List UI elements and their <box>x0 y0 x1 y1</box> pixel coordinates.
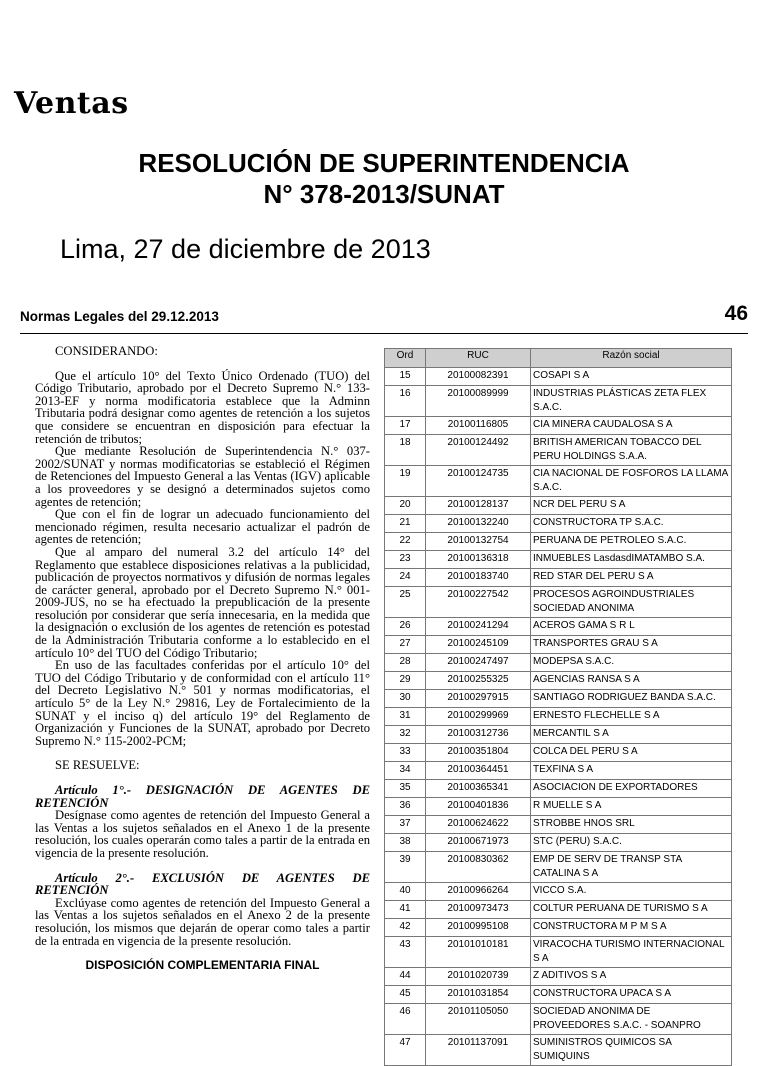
table-row <box>385 968 732 986</box>
cell-razon-social: CONSTRUCTORA UPACA S A <box>531 986 732 1004</box>
cell-ord: 45 <box>385 986 426 1004</box>
table-row <box>385 368 732 386</box>
table-row <box>385 497 732 515</box>
article-2-title: Artículo 2°.- EXCLUSIÓN DE AGENTES DE RETENCIÓN <box>35 870 370 898</box>
cell-ruc: 20100401836 <box>426 798 531 816</box>
cell-razon-social: ACEROS GAMA S R L <box>531 618 732 636</box>
cell-ruc: 20100671973 <box>426 834 531 852</box>
table-row <box>385 654 732 672</box>
cell-ord: 32 <box>385 726 426 744</box>
table-row <box>385 435 732 466</box>
considerando-heading: CONSIDERANDO: <box>55 344 158 358</box>
cell-ruc: 20100351804 <box>426 744 531 762</box>
cell-ord: 22 <box>385 533 426 551</box>
cell-razon-social: PERUANA DE PETROLEO S.A.C. <box>531 533 732 551</box>
table-row <box>385 744 732 762</box>
paragraph-5: En uso de las facultades conferidas por el artículo 10° del TUO del Código Tributario y de conformidad con el artículo 11° del Decreto Legislativo N.° 501 y normas modificatorias, el artículo 5° de la Ley N.° 29816, Ley de Fortalecimiento de la SUNAT y el inciso q) del artículo 19° del Reglamento de Organización y Funciones de la SUNAT, aprobado por Decreto Supremo N.° 115-2002-PCM; <box>35 658 370 748</box>
cell-ord: 26 <box>385 618 426 636</box>
cell-ruc: 20100247497 <box>426 654 531 672</box>
resolution-title-line2: N° 378-2013/SUNAT <box>263 179 505 209</box>
table-body <box>385 368 732 1066</box>
cell-ord: 24 <box>385 569 426 587</box>
cell-razon-social: TEXFINA S A <box>531 762 732 780</box>
cell-razon-social: TRANSPORTES GRAU S A <box>531 636 732 654</box>
column-header-razon-social: Razón social <box>531 349 732 368</box>
table-row <box>385 569 732 587</box>
cell-razon-social: ASOCIACION DE EXPORTADORES <box>531 780 732 798</box>
cell-ruc: 20100136318 <box>426 551 531 569</box>
cell-ord: 33 <box>385 744 426 762</box>
cell-ruc: 20100132240 <box>426 515 531 533</box>
table-row <box>385 726 732 744</box>
cell-ruc: 20100241294 <box>426 618 531 636</box>
column-header-ord: Ord <box>385 349 426 368</box>
cell-razon-social: SUMINISTROS QUIMICOS SA SUMIQUINS <box>531 1035 732 1066</box>
cell-ruc: 20100364451 <box>426 762 531 780</box>
cell-razon-social: STROBBE HNOS SRL <box>531 816 732 834</box>
paragraph-3: Que con el fin de lograr un adecuado funcionamiento del mencionado régimen, resulta necesario actualizar el padrón de agentes de retención; <box>35 507 370 547</box>
cell-ord: 31 <box>385 708 426 726</box>
table-row <box>385 515 732 533</box>
cell-ord: 34 <box>385 762 426 780</box>
cell-razon-social: MODEPSA S.A.C. <box>531 654 732 672</box>
table-row <box>385 834 732 852</box>
cell-razon-social: RED STAR DEL PERU S A <box>531 569 732 587</box>
place-date: Lima, 27 de diciembre de 2013 <box>60 234 431 264</box>
table-row <box>385 708 732 726</box>
cell-razon-social: EMP DE SERV DE TRANSP STA CATALINA S A <box>531 852 732 883</box>
cell-razon-social: PROCESOS AGROINDUSTRIALES SOCIEDAD ANONIMA <box>531 587 732 618</box>
cell-razon-social: CONSTRUCTORA TP S.A.C. <box>531 515 732 533</box>
cell-ruc: 20101137091 <box>426 1035 531 1066</box>
cell-ord: 41 <box>385 901 426 919</box>
cell-razon-social: AGENCIAS RANSA S A <box>531 672 732 690</box>
table-row <box>385 533 732 551</box>
cell-razon-social: NCR DEL PERU S A <box>531 497 732 515</box>
cell-ord: 47 <box>385 1035 426 1066</box>
cell-ord: 16 <box>385 386 426 417</box>
cell-ord: 18 <box>385 435 426 466</box>
cell-razon-social: COLCA DEL PERU S A <box>531 744 732 762</box>
table-row <box>385 386 732 417</box>
cell-ruc: 20101010181 <box>426 937 531 968</box>
cell-ord: 27 <box>385 636 426 654</box>
table-row <box>385 919 732 937</box>
cell-ord: 40 <box>385 883 426 901</box>
cell-ruc: 20101020739 <box>426 968 531 986</box>
article-1-title: Artículo 1°.- DESIGNACIÓN DE AGENTES DE RETENCIÓN <box>35 783 370 810</box>
cell-ord: 21 <box>385 515 426 533</box>
cell-razon-social: BRITISH AMERICAN TOBACCO DEL PERU HOLDINGS S.A.A. <box>531 435 732 466</box>
page-number: 46 <box>724 302 748 325</box>
article-2-text: Exclúyase como agentes de retención del Impuesto General a las Ventas a los sujetos señalados en el Anexo 2 de la presente resolución, los mismos que dejarán de operar como tales a partir de la entrada en vigencia de la presente resolución. <box>35 895 370 948</box>
cell-ord: 29 <box>385 672 426 690</box>
cell-ruc: 20100124735 <box>426 466 531 497</box>
table-row <box>385 937 732 968</box>
header-divider <box>20 333 748 334</box>
cell-ord: 37 <box>385 816 426 834</box>
cell-ruc: 20100132754 <box>426 533 531 551</box>
section-brand: Ventas <box>14 86 129 121</box>
table-row <box>385 762 732 780</box>
table-row <box>385 780 732 798</box>
table-row <box>385 1035 732 1066</box>
cell-ord: 36 <box>385 798 426 816</box>
cell-ord: 39 <box>385 852 426 883</box>
table-row <box>385 816 732 834</box>
cell-ruc: 20100128137 <box>426 497 531 515</box>
paragraph-1: Que el artículo 10° del Texto Único Ordenado (TUO) del Código Tributario, aprobado por el Decreto Supremo N.° 133-2013-EF y norma modificatoria establece que la Adminn Tributaria podrá designar como agentes de retención a los sujetos que considere se encuentran en disposición para efectuar la retención de tributos; <box>35 368 370 446</box>
final-provision-heading: DISPOSICIÓN COMPLEMENTARIA FINAL <box>85 958 320 973</box>
cell-ruc: 20100299969 <box>426 708 531 726</box>
cell-ruc: 20100312736 <box>426 726 531 744</box>
cell-ruc: 20100973473 <box>426 901 531 919</box>
table-row <box>385 618 732 636</box>
cell-ord: 25 <box>385 587 426 618</box>
table-row <box>385 883 732 901</box>
cell-razon-social: SANTIAGO RODRIGUEZ BANDA S.A.C. <box>531 690 732 708</box>
cell-ruc: 20100116805 <box>426 417 531 435</box>
resuelve-heading: SE RESUELVE: <box>55 758 140 773</box>
table-row <box>385 690 732 708</box>
cell-ruc: 20100124492 <box>426 435 531 466</box>
cell-ruc: 20100089999 <box>426 386 531 417</box>
cell-ruc: 20100245109 <box>426 636 531 654</box>
table-row <box>385 986 732 1004</box>
cell-ruc: 20100995108 <box>426 919 531 937</box>
cell-ruc: 20101031854 <box>426 986 531 1004</box>
cell-ruc: 20101105050 <box>426 1004 531 1035</box>
table-row <box>385 672 732 690</box>
table-row <box>385 852 732 883</box>
cell-ord: 23 <box>385 551 426 569</box>
table-row <box>385 551 732 569</box>
cell-razon-social: CIA NACIONAL DE FOSFOROS LA LLAMA S.A.C. <box>531 466 732 497</box>
cell-ord: 42 <box>385 919 426 937</box>
table-row <box>385 587 732 618</box>
cell-ord: 43 <box>385 937 426 968</box>
article-1-text: Desígnase como agentes de retención del Impuesto General a las Ventas a los sujetos señalados en el Anexo 1 de la presente resolución, los cuales operarán como tales a partir de la entrada en vigencia de la presente resolución. <box>35 808 370 860</box>
resolution-text-column <box>35 345 370 972</box>
retention-agents-table <box>384 348 732 1066</box>
table-row <box>385 636 732 654</box>
cell-razon-social: INDUSTRIAS PLÁSTICAS ZETA FLEX S.A.C. <box>531 386 732 417</box>
cell-razon-social: CIA MINERA CAUDALOSA S A <box>531 417 732 435</box>
cell-razon-social: CONSTRUCTORA M P M S A <box>531 919 732 937</box>
cell-ruc: 20100297915 <box>426 690 531 708</box>
cell-razon-social: MERCANTIL S A <box>531 726 732 744</box>
column-header-ruc: RUC <box>426 349 531 368</box>
cell-ord: 19 <box>385 466 426 497</box>
cell-ord: 44 <box>385 968 426 986</box>
cell-ruc: 20100227542 <box>426 587 531 618</box>
cell-ord: 30 <box>385 690 426 708</box>
cell-razon-social: R MUELLE S A <box>531 798 732 816</box>
cell-ruc: 20100365341 <box>426 780 531 798</box>
table-row <box>385 466 732 497</box>
cell-razon-social: COLTUR PERUANA DE TURISMO S A <box>531 901 732 919</box>
cell-ruc: 20100624622 <box>426 816 531 834</box>
cell-razon-social: ERNESTO FLECHELLE S A <box>531 708 732 726</box>
cell-razon-social: SOCIEDAD ANONIMA DE PROVEEDORES S.A.C. - SOANPRO <box>531 1004 732 1035</box>
cell-razon-social: VIRACOCHA TURISMO INTERNACIONAL S A <box>531 937 732 968</box>
cell-ruc: 20100830362 <box>426 852 531 883</box>
cell-ord: 35 <box>385 780 426 798</box>
table-row <box>385 417 732 435</box>
resolution-title <box>0 148 768 210</box>
table-row <box>385 901 732 919</box>
cell-ord: 28 <box>385 654 426 672</box>
cell-ord: 17 <box>385 417 426 435</box>
cell-ord: 46 <box>385 1004 426 1035</box>
cell-ord: 20 <box>385 497 426 515</box>
cell-ruc: 20100183740 <box>426 569 531 587</box>
cell-ord: 15 <box>385 368 426 386</box>
cell-ruc: 20100966264 <box>426 883 531 901</box>
resolution-title-line1: RESOLUCIÓN DE SUPERINTENDENCIA <box>138 148 630 178</box>
cell-razon-social: VICCO S.A. <box>531 883 732 901</box>
gazette-date: Normas Legales del 29.12.2013 <box>20 309 219 324</box>
cell-razon-social: STC (PERU) S.A.C. <box>531 834 732 852</box>
cell-razon-social: INMUEBLES LasdasdIMATAMBO S.A. <box>531 551 732 569</box>
cell-razon-social: Z ADITIVOS S A <box>531 968 732 986</box>
cell-ord: 38 <box>385 834 426 852</box>
table-header-row <box>385 349 732 368</box>
table-row <box>385 1004 732 1035</box>
paragraph-4: Que al amparo del numeral 3.2 del artículo 14° del Reglamento que establece disposiciones relativas a la publicidad, publicación de proyectos normativos y difusión de normas legales de carácter general, aprobado por el Decreto Supremo N.° 001-2009-JUS, no se ha efectuado la prepublicación de la presente resolución por considerar que sería innecesaria, en la medida que la designación o exclusión de los agentes de retención es potestad de la Administración Tributaria conforme a lo establecido en el artículo 10° del TUO del Código Tributario; <box>35 544 370 660</box>
paragraph-2: Que mediante Resolución de Superintendencia N.° 037-2002/SUNAT y normas modificatorias se estableció el Régimen de Retenciones del Impuesto General a las Ventas (IGV) aplicable a los proveedores y se designó a determinados sujetos como agentes de retención; <box>35 444 370 509</box>
cell-ruc: 20100082391 <box>426 368 531 386</box>
table-row <box>385 798 732 816</box>
cell-razon-social: COSAPI S A <box>531 368 732 386</box>
cell-ruc: 20100255325 <box>426 672 531 690</box>
